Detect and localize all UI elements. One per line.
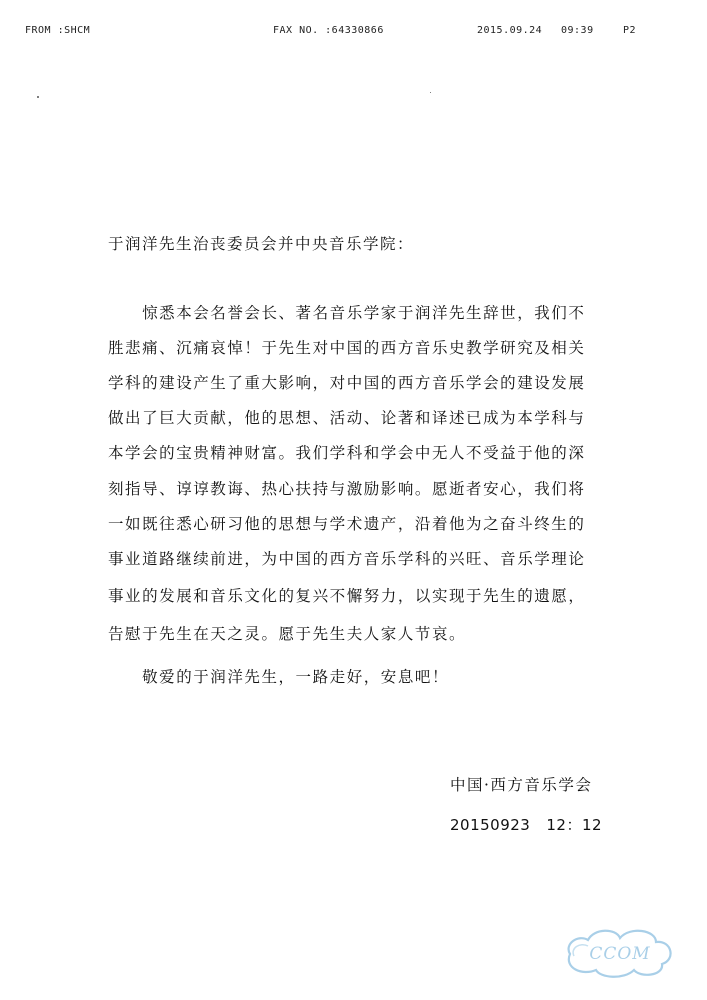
letter-line: 胜悲痛、沉痛哀悼！于先生对中国的西方音乐史教学研究及相关: [108, 339, 586, 357]
letter-closing-line: 敬爱的于润洋先生，一路走好，安息吧！: [108, 668, 450, 686]
fax-page-number: P2: [623, 25, 637, 36]
signature-organization: 中国·西方音乐学会: [450, 776, 593, 794]
letter-line: 做出了巨大贡献，他的思想、活动、论著和译述已成为本学科与: [108, 409, 586, 427]
fax-number: FAX NO. :64330866: [273, 25, 384, 36]
stamp-inner-swirl: [573, 945, 588, 956]
fax-header: [0, 25, 707, 41]
letter-line: 惊悉本会名誉会长、著名音乐学家于润洋先生辞世，我们不: [108, 304, 586, 322]
stamp-text: CCOM: [589, 944, 651, 964]
letter-salutation: 于润洋先生治丧委员会并中央音乐学院：: [108, 235, 415, 253]
fax-from: FROM :SHCM: [25, 25, 91, 36]
scan-speck: [430, 92, 431, 93]
letter-line: 学科的建设产生了重大影响，对中国的西方音乐学会的建设发展: [108, 374, 586, 392]
letter-line: 事业的发展和音乐文化的复兴不懈努力，以实现于先生的遗愿，: [108, 587, 586, 605]
letter-line: 刻指导、谆谆教诲、热心扶持与激励影响。愿逝者安心，我们将: [108, 480, 586, 498]
letter-line: 本学会的宝贵精神财富。我们学科和学会中无人不受益于他的深: [108, 444, 586, 462]
ccom-logo-stamp: [560, 920, 680, 980]
letter-line: 一如既往悉心研习他的思想与学术遗产，沿着他为之奋斗终生的: [108, 515, 586, 533]
signature-datetime: [450, 814, 602, 835]
scan-speck: [37, 96, 39, 98]
letter-line: 事业道路继续前进，为中国的西方音乐学科的兴旺、音乐学理论: [108, 550, 586, 568]
signature-date: 20150923: [450, 816, 531, 834]
fax-time: 09:39: [561, 25, 594, 36]
fax-date: 2015.09.24: [477, 25, 543, 36]
signature-time: 12：12: [546, 816, 603, 834]
letter-line: 告慰于先生在天之灵。愿于先生夫人家人节哀。: [108, 625, 467, 643]
